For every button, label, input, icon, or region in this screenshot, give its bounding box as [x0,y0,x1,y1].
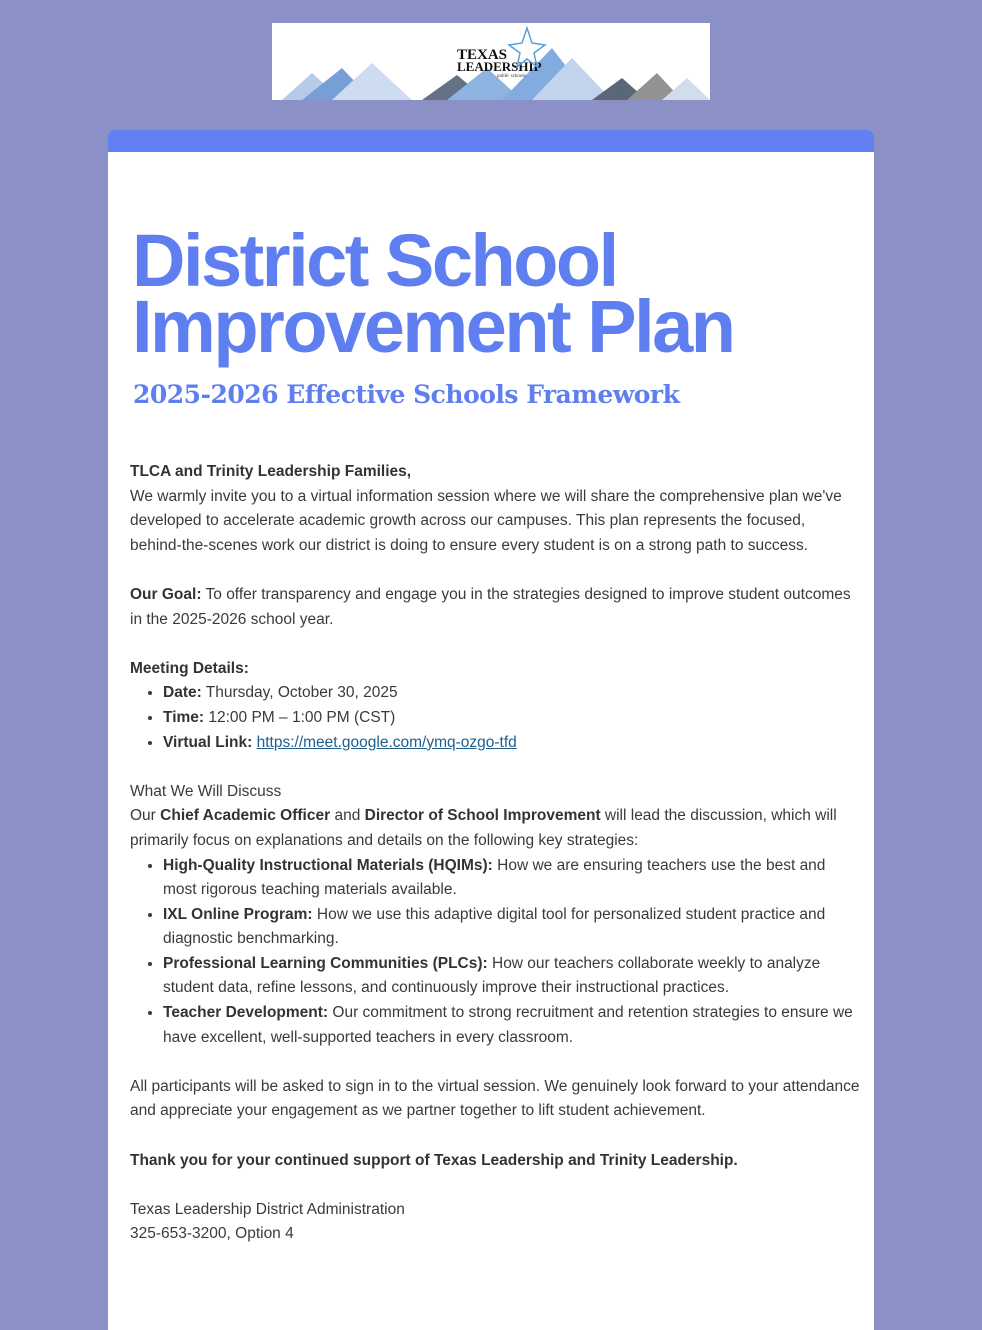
title-line-1: District School [132,219,617,302]
strategy-label: IXL Online Program: [163,905,313,923]
signature [130,1198,860,1247]
meeting-details [130,657,860,755]
letter-body [130,460,860,1272]
svg-text:public schools: public schools [497,74,526,79]
svg-text:TEXAS: TEXAS [457,47,508,63]
strategy-label: Professional Learning Communities (PLCs): [163,954,488,972]
strategy-item [163,1001,860,1050]
meeting-link [163,731,860,756]
banner-graphic [272,23,710,100]
accent-bar [108,130,874,152]
strategy-text: How we are ensuring teachers use the best and most rigorous teaching materials available. [163,856,826,899]
date-value: Thursday, October 30, 2025 [201,684,398,702]
goal-text: To offer transparency and engage you in the strategies designed to improve student outcomes in the 2025-2026 school year. [130,585,851,628]
signature-org: Texas Leadership District Administration [130,1200,405,1218]
subtitle: 2025-2026 Effective Schools Framework [133,380,680,409]
closing-paragraph: All participants will be asked to sign in to the virtual session. We genuinely look forward to your attendance and appreciate your engagement as we partner together to lift student achievement. [130,1077,860,1120]
intro-paragraph [130,460,860,558]
thanks-paragraph [130,1149,860,1174]
svg-text:LEADERSHIP: LEADERSHIP [457,59,542,74]
time-label: Time: [163,708,205,726]
strategy-label: Teacher Development: [163,1004,329,1022]
strategy-text: How we use this adaptive digital tool for personalized student practice and diagnostic benchmarking. [163,905,826,948]
discussion-text: and [330,807,365,825]
greeting: TLCA and Trinity Leadership Families, [130,463,412,480]
strategy-label: High-Quality Instructional Materials (HQIMs): [163,856,493,874]
meeting-heading: Meeting Details: [130,659,249,677]
date-label: Date: [163,684,202,702]
discussion-text: Our [130,807,161,825]
signature-phone: 325-653-3200, Option 4 [130,1225,294,1243]
discussion-text: will lead the discussion, which will primarily focus on explanations and details on the following key strategies: [130,807,837,849]
discussion-heading: What We Will Discuss [130,782,282,800]
time-value: 12:00 PM – 1:00 PM (CST) [204,708,396,726]
dsi-label: Director of School Improvement [364,807,601,825]
strategy-text: How our teachers collaborate weekly to analyze student data, refine lessons, and continuously improve their instructional practices. [163,954,821,997]
goal-paragraph [130,583,860,632]
meeting-date [163,681,860,706]
discussion-section [130,780,860,1051]
newsletter-card [108,130,874,1330]
cao-label: Chief Academic Officer [160,807,331,825]
strategy-item [163,903,860,952]
strategy-item [163,854,860,903]
virtual-meeting-link[interactable]: https://meet.google.com/ymq-ozgo-tfd [256,733,517,751]
strategy-text: Our commitment to strong recruitment and retention strategies to ensure we have excellent, well-supported teachers in every classroom. [163,1004,853,1046]
logo [457,28,545,79]
goal-label: Our Goal: [130,585,202,603]
page-title [132,219,734,368]
title-line-2: Improvement Plan [132,285,734,368]
header-banner [272,23,710,100]
thanks-text: Thank you for your continued support of Texas Leadership and Trinity Leadership. [130,1151,738,1169]
meeting-time [163,706,860,731]
strategy-item [163,952,860,1001]
link-label: Virtual Link: [163,733,253,751]
intro-text: We warmly invite you to a virtual information session where we will share the comprehensive plan we've developed to accelerate academic growth across our campuses. This plan represents the focused, behind-the-scenes work our district is doing to ensure every student is on a strong path to success. [130,487,842,554]
